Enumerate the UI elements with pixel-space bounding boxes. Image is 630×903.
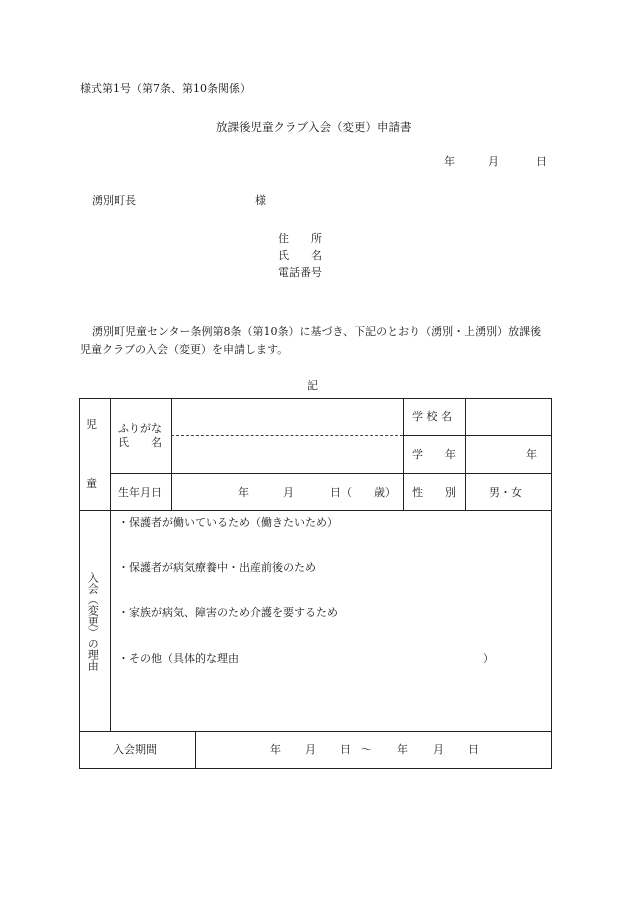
reason-label: 入会（変更）の理由 xyxy=(86,572,100,671)
applicant-address-label: 住 所 xyxy=(278,232,322,245)
birth-year: 年 xyxy=(238,486,249,499)
furigana-field[interactable] xyxy=(173,400,401,434)
period-to-month: 月 xyxy=(433,743,444,756)
child-label-top: 児 xyxy=(86,418,97,431)
birth-day-age: 日（ 歳） xyxy=(330,486,396,499)
period-from-year: 年 xyxy=(270,743,281,756)
reason-item[interactable]: ・その他（具体的な理由 xyxy=(118,652,239,665)
body-text-line2: 児童クラブの入会（変更）を申請します。 xyxy=(80,343,289,356)
addressee-name: 湧別町長 xyxy=(92,194,136,207)
grade-label: 学 年 xyxy=(412,448,456,461)
period-separator: ～ xyxy=(361,743,372,756)
birth-month: 月 xyxy=(283,486,294,499)
period-from-month: 月 xyxy=(305,743,316,756)
form-number: 様式第1号（第7条、第10条関係） xyxy=(80,82,251,95)
child-name-label: 氏 名 xyxy=(118,436,162,449)
reason-close-paren: ） xyxy=(483,652,494,665)
birthdate-label: 生年月日 xyxy=(118,486,162,499)
date-day: 日 xyxy=(536,155,547,168)
school-name-label: 学 校 名 xyxy=(412,410,452,423)
period-label: 入会期間 xyxy=(113,743,157,756)
school-name-field[interactable] xyxy=(467,400,549,434)
child-name-field[interactable] xyxy=(173,437,401,471)
sex-value[interactable]: 男・女 xyxy=(489,486,522,499)
child-label-bottom: 童 xyxy=(86,477,97,490)
reason-item[interactable]: ・保護者が働いているため（働きたいため） xyxy=(118,516,338,529)
applicant-phone-label: 電話番号 xyxy=(278,266,322,279)
period-to-day: 日 xyxy=(468,743,479,756)
grade-unit: 年 xyxy=(526,448,537,461)
date-year: 年 xyxy=(444,155,455,168)
reason-item[interactable]: ・家族が病気、障害のため介護を要するため xyxy=(118,606,338,619)
document-title: 放課後児童クラブ入会（変更）申請書 xyxy=(216,120,412,134)
period-to-year: 年 xyxy=(397,743,408,756)
applicant-name-label: 氏 名 xyxy=(278,249,322,262)
sex-label: 性 別 xyxy=(412,486,456,499)
addressee-honorific: 様 xyxy=(255,194,266,207)
furigana-label: ふりがな xyxy=(118,422,162,435)
period-from-day: 日 xyxy=(340,743,351,756)
ki-label: 記 xyxy=(307,379,318,392)
reason-item[interactable]: ・保護者が病気療養中・出産前後のため xyxy=(118,561,316,574)
body-text-line1: 湧別町児童センター条例第8条（第10条）に基づき、下記のとおり（湧別・上湧別）放課後 xyxy=(92,325,542,338)
date-month: 月 xyxy=(488,155,499,168)
